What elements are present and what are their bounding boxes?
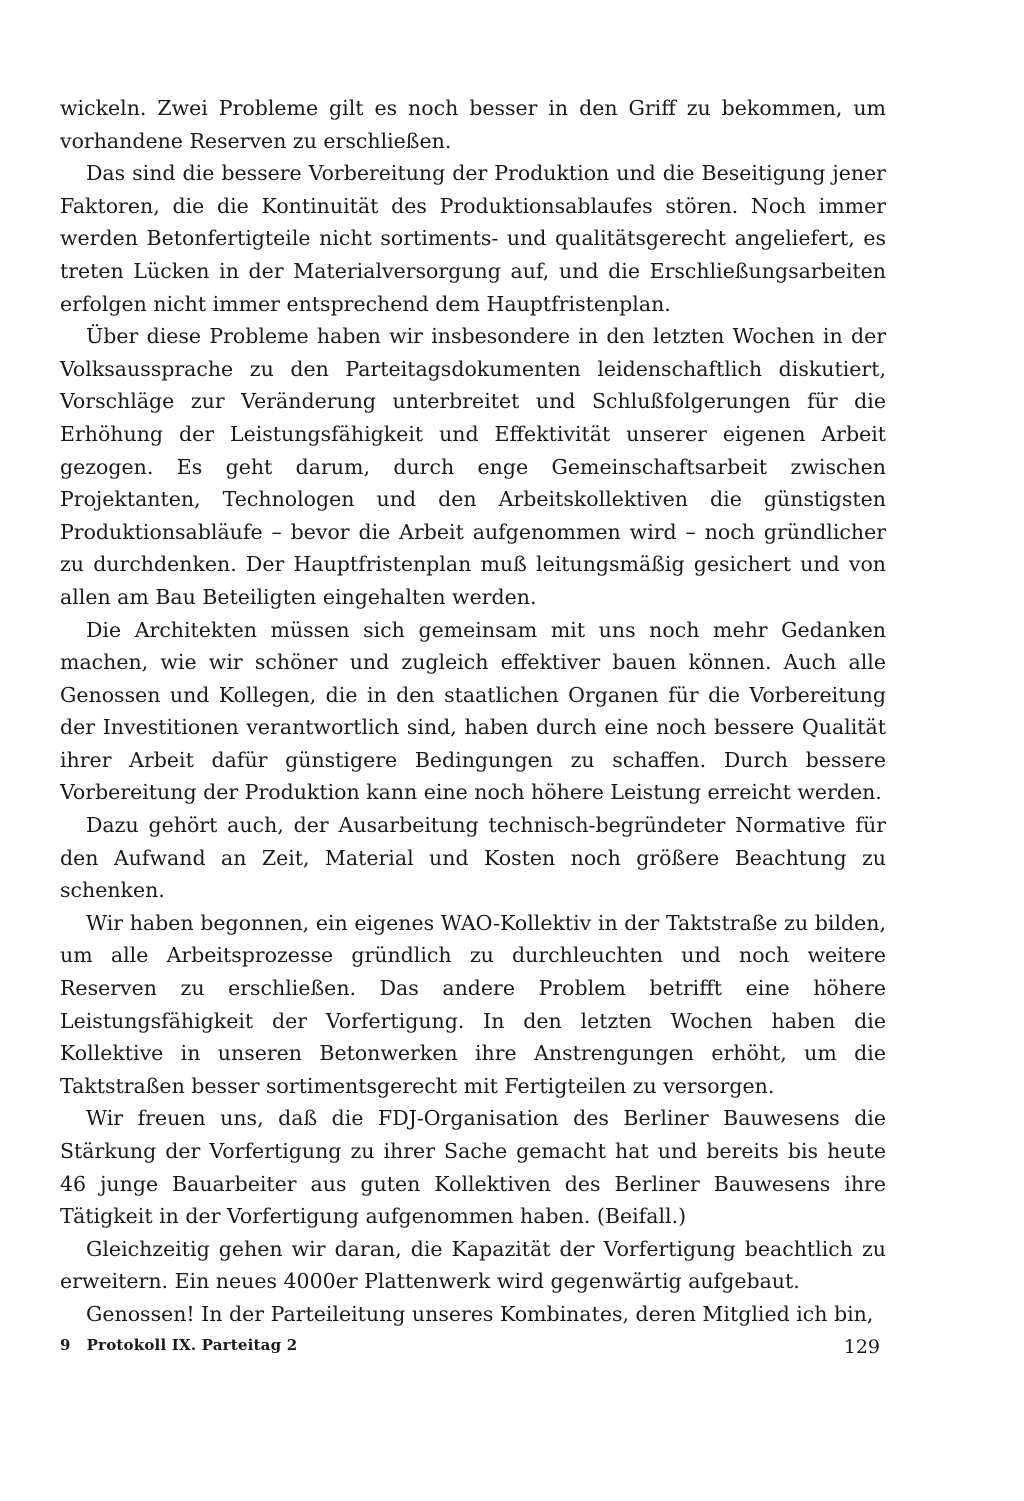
page-number: 129 <box>843 1336 880 1358</box>
paragraph: Wir freuen uns, daß die FDJ-Organisation des Berliner Bauwesens die Stärkung der Vorfertigung zu ihrer Sache gemacht hat und bereits bis heute 46 junge Bauarbeiter aus guten Kollektiven des Berliner Bauwesens ihre Tätigkeit in der Vorfertigung aufgenommen haben. (Beifall.) <box>60 1106 886 1229</box>
paragraph: Genossen! In der Parteileitung unseres Kombinates, deren Mitglied ich bin, <box>86 1301 874 1326</box>
footer-source: Protokoll IX. Parteitag 2 <box>86 1336 298 1354</box>
body-text <box>60 92 886 1331</box>
printer-signature: 9 <box>60 1336 71 1354</box>
paragraph: Gleichzeitig gehen wir daran, die Kapazität der Vorfertigung beachtlich zu erweitern. Ein neues 4000er Plattenwerk wird gegenwärtig aufgebaut. <box>60 1236 886 1294</box>
paragraph: Über diese Probleme haben wir insbesondere in den letzten Wochen in der Volksaussprache zu den Parteitagsdokumenten leidenschaftlich diskutiert, Vorschläge zur Veränderung unterbreitet und Schlußfolgerungen für die Erhöhung der Leistungsfähigkeit und Effektivität unserer eigenen Arbeit gezogen. Es geht darum, durch enge Gemeinschaftsarbeit zwischen Projektanten, Technologen und den Arbeitskollektiven die günstigsten Produktionsabläufe – bevor die Arbeit aufgenommen wird – noch gründlicher zu durchdenken. Der Hauptfristenplan muß leitungsmäßig gesichert und von allen am Bau Beteiligten eingehalten werden. <box>60 324 886 609</box>
paragraph: Die Architekten müssen sich gemeinsam mit uns noch mehr Gedanken machen, wie wir schöner und zugleich effektiver bauen können. Auch alle Genossen und Kollegen, die in den staatlichen Organen für die Vorbereitung der Investitionen verantwortlich sind, haben durch eine noch bessere Qualität ihrer Arbeit dafür günstigere Bedingungen zu schaffen. Durch bessere Vorbereitung der Produktion kann eine noch höhere Leistung erreicht werden. <box>60 617 886 805</box>
paragraph: Dazu gehört auch, der Ausarbeitung technisch-begründeter Normative für den Aufwand an Zeit, Material und Kosten noch größere Beachtung zu schenken. <box>60 813 886 903</box>
page-footer <box>60 1336 297 1354</box>
paragraph: Das sind die bessere Vorbereitung der Produktion und die Beseitigung jener Faktoren, die die Kontinuität des Produktionsablaufes stören. Noch immer werden Betonfertigteile nicht sortiments- und qualitätsgerecht angeliefert, es treten Lücken in der Materialversorgung auf, und die Erschließungsarbeiten erfolgen nicht immer entsprechend dem Hauptfristenplan. <box>60 161 886 316</box>
paragraph: wickeln. Zwei Probleme gilt es noch besser in den Griff zu bekommen, um vorhandene Reserven zu erschließen. <box>60 96 886 153</box>
paragraph: Wir haben begonnen, ein eigenes WAO-Kollektiv in der Taktstraße zu bilden, um alle Arbeitsprozesse gründlich zu durchleuchten und noch weitere Reserven zu erschließen. Das andere Problem betrifft eine höhere Leistungsfähigkeit der Vorfertigung. In den letzten Wochen haben die Kollektive in unseren Betonwerken ihre Anstrengungen erhöht, um die Taktstraßen besser sortimentsgerecht mit Fertigteilen zu versorgen. <box>60 910 886 1098</box>
